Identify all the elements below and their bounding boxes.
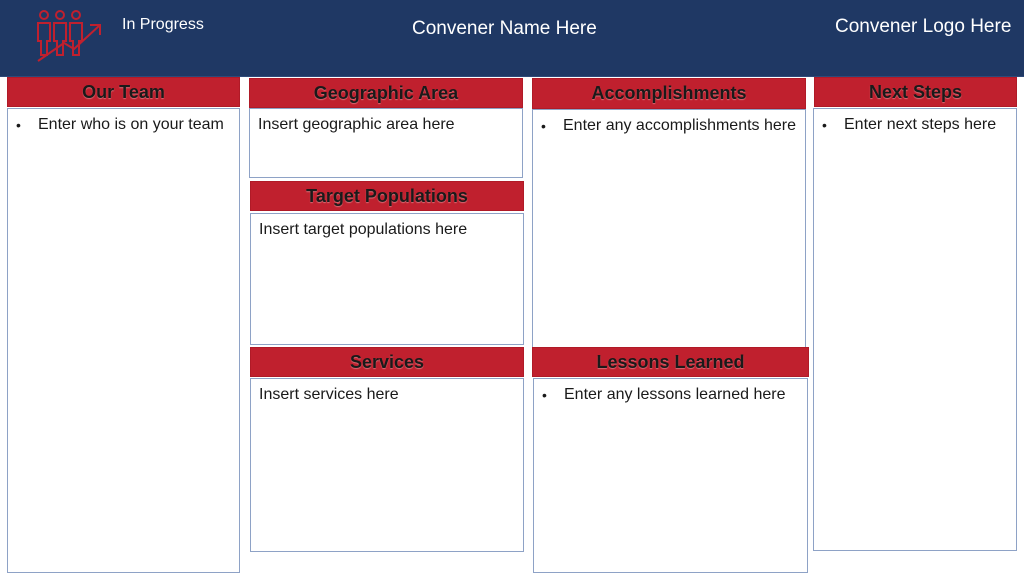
next-steps-item: • Enter next steps here [822,115,1010,135]
next-steps-body[interactable] [813,108,1017,551]
accomplishments-header: Accomplishments [532,78,806,109]
our-team-body[interactable] [7,108,240,573]
lessons-learned-body[interactable] [533,378,808,573]
accomplishments-body[interactable] [532,109,806,365]
services-body[interactable]: Insert services here [250,378,524,552]
status-label: In Progress [122,16,204,33]
convener-logo-placeholder: Convener Logo Here [835,16,1012,37]
our-team-header: Our Team [7,77,240,107]
accomplishments-item: • Enter any accomplishments here [541,116,799,136]
next-steps-header: Next Steps [814,77,1017,107]
convener-name: Convener Name Here [412,18,597,39]
geographic-area-body[interactable]: Insert geographic area here [249,108,523,178]
geographic-area-header: Geographic Area [249,78,523,108]
our-team-item: • Enter who is on your team [16,115,233,135]
team-growth-icon [34,9,106,65]
services-header: Services [250,347,524,377]
lessons-learned-item: • Enter any lessons learned here [542,385,801,405]
header-bar [0,0,1024,77]
lessons-learned-header: Lessons Learned [532,347,809,377]
target-populations-body[interactable]: Insert target populations here [250,213,524,345]
target-populations-header: Target Populations [250,181,524,211]
